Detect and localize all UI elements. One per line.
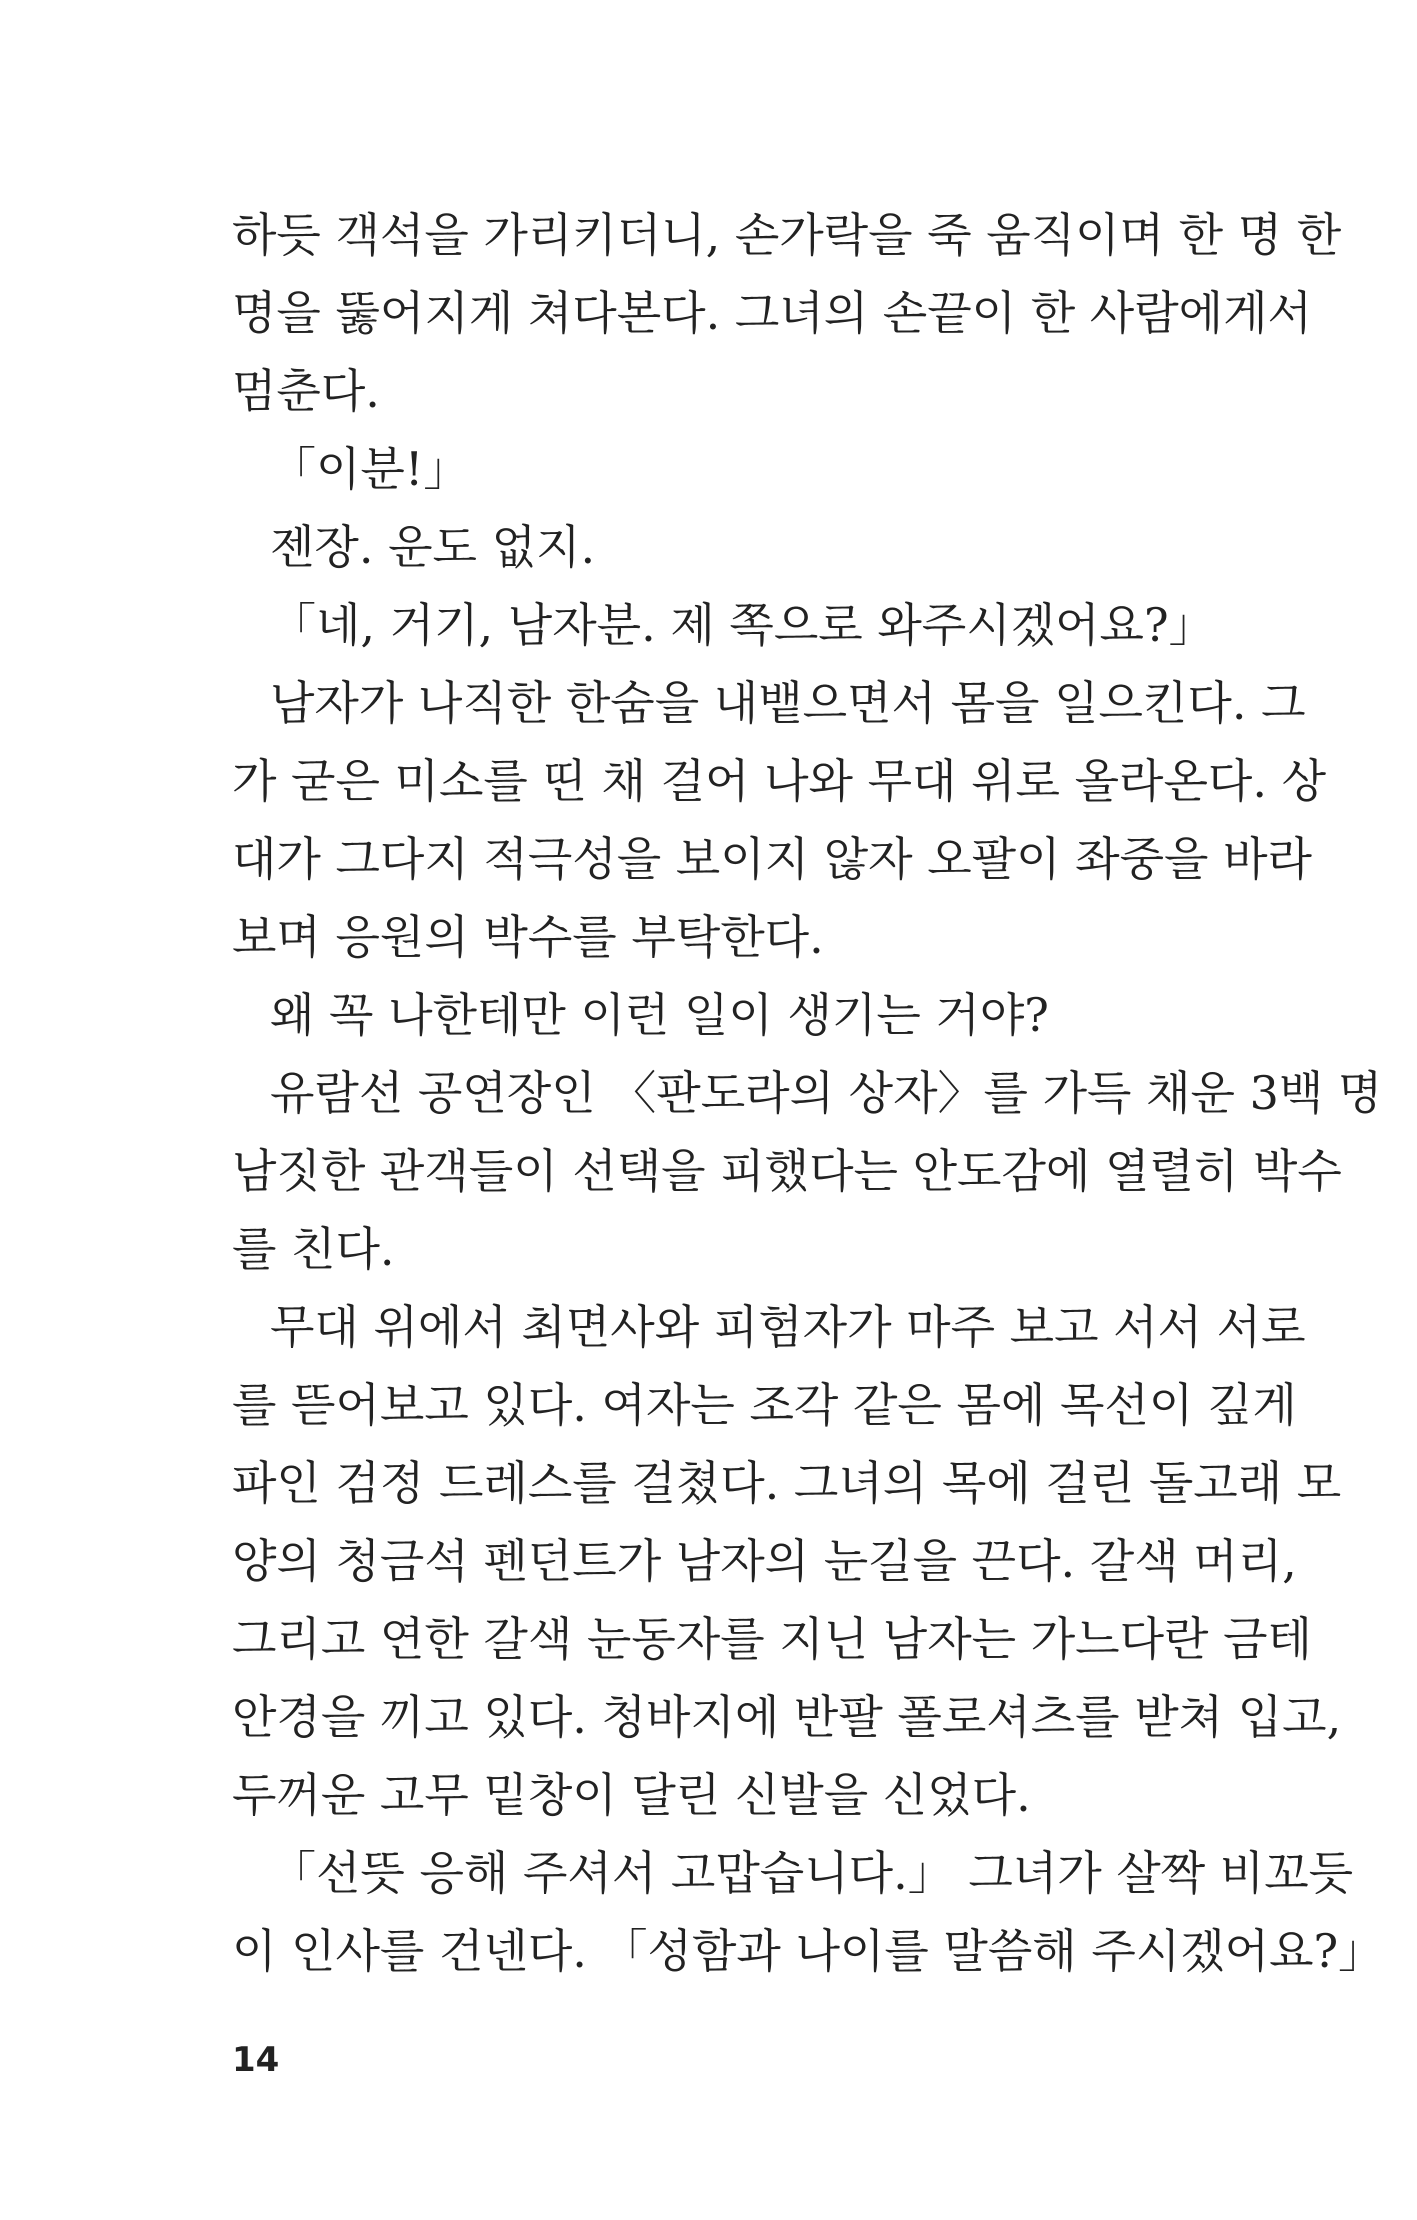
text-line: 「이분!」 [270, 442, 470, 496]
text-line: 유람선 공연장인 〈판도라의 상자〉를 가득 채운 3백 명 [270, 1066, 1383, 1120]
text-line: 보며 응원의 박수를 부탁한다. [232, 910, 824, 964]
text-line: 왜 꼭 나한테만 이런 일이 생기는 거야? [270, 988, 1049, 1042]
text-line: 젠장. 운도 없지. [270, 520, 596, 574]
text-line: 명을 뚫어지게 쳐다본다. 그녀의 손끝이 한 사람에게서 [232, 286, 1312, 340]
text-line: 두꺼운 고무 밑창이 달린 신발을 신었다. [232, 1768, 1031, 1822]
text-line: 남자가 나직한 한숨을 내뱉으면서 몸을 일으킨다. 그 [270, 676, 1306, 730]
text-line: 파인 검정 드레스를 걸쳤다. 그녀의 목에 걸린 돌고래 모 [232, 1456, 1342, 1510]
text-line: 남짓한 관객들이 선택을 피했다는 안도감에 열렬히 박수 [232, 1144, 1342, 1198]
body-text [232, 196, 1385, 1990]
text-line: 안경을 끼고 있다. 청바지에 반팔 폴로셔츠를 받쳐 입고, [232, 1690, 1342, 1744]
text-line: 대가 그다지 적극성을 보이지 않자 오팔이 좌중을 바라 [232, 832, 1312, 886]
text-line: 「네, 거기, 남자분. 제 쪽으로 와주시겠어요?」 [270, 598, 1215, 652]
text-line: 무대 위에서 최면사와 피험자가 마주 보고 서서 서로 [270, 1300, 1306, 1354]
text-line: 멈춘다. [232, 364, 380, 418]
text-line: 를 뜯어보고 있다. 여자는 조각 같은 몸에 목선이 깊게 [232, 1378, 1297, 1432]
text-line: 그리고 연한 갈색 눈동자를 지닌 남자는 가느다란 금테 [232, 1612, 1312, 1666]
text-line: 하듯 객석을 가리키더니, 손가락을 죽 움직이며 한 명 한 [232, 208, 1342, 262]
text-line: 를 친다. [232, 1222, 395, 1276]
page-number: 14 [232, 2040, 280, 2080]
text-line: 양의 청금석 펜던트가 남자의 눈길을 끈다. 갈색 머리, [232, 1534, 1297, 1588]
text-line: 가 굳은 미소를 띤 채 걸어 나와 무대 위로 올라온다. 상 [232, 754, 1326, 808]
text-line: 이 인사를 건넨다. 「성함과 나이를 말씀해 주시겠어요?」 [232, 1924, 1385, 1978]
text-line: 「선뜻 응해 주셔서 고맙습니다.」 그녀가 살짝 비꼬듯 [270, 1846, 1354, 1900]
